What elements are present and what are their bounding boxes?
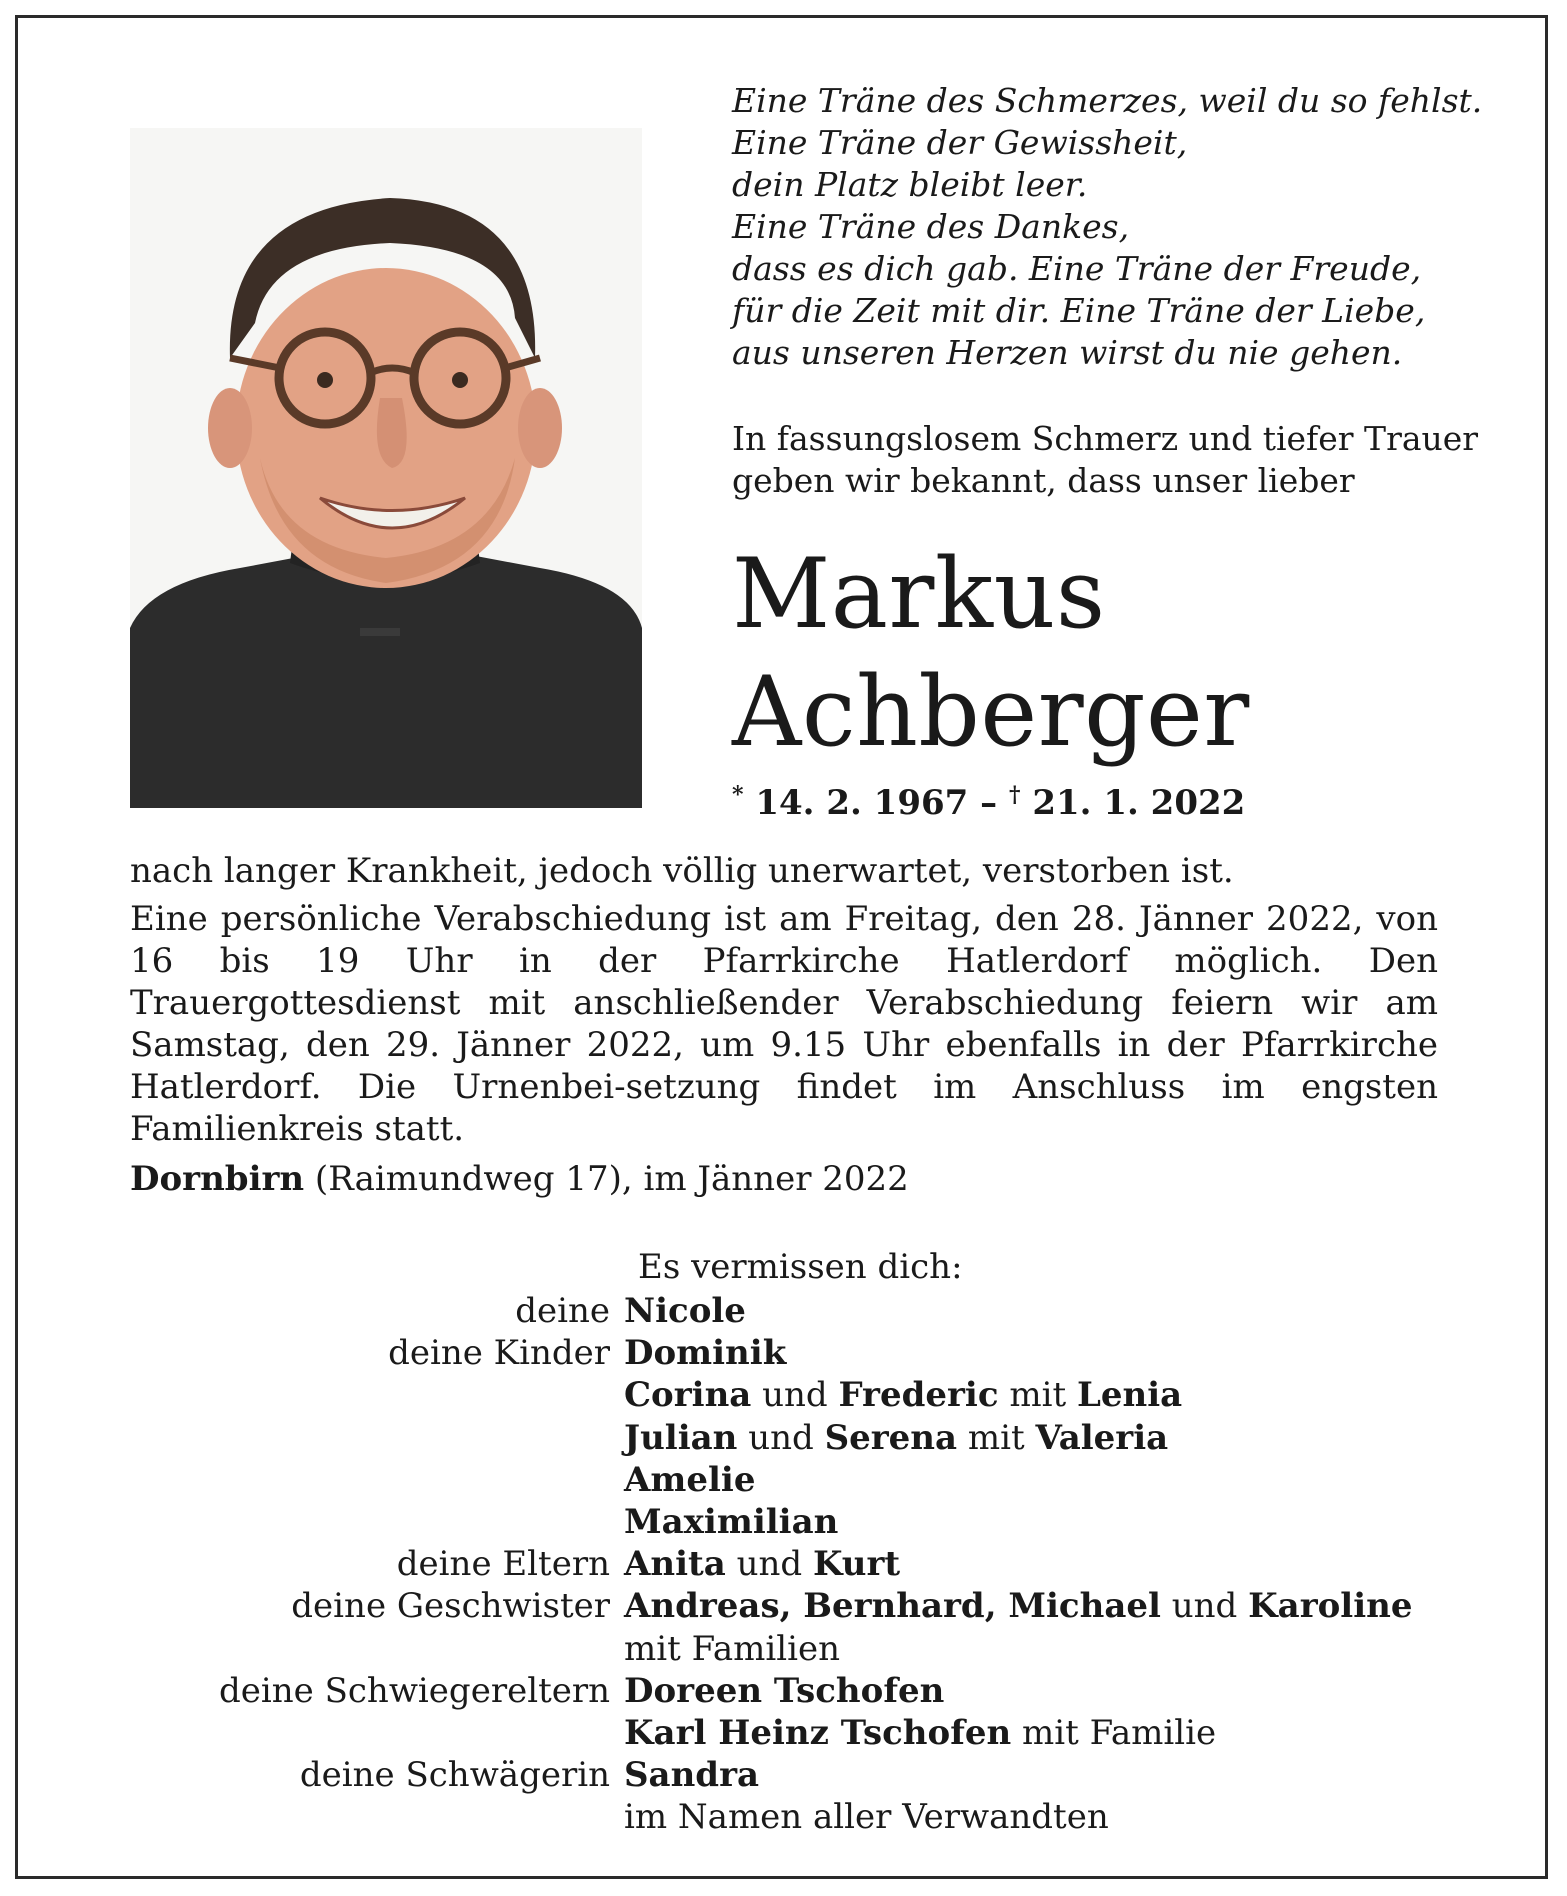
mourner-relation [0,1459,624,1501]
mourner-name: Karl Heinz Tschofen [624,1713,1012,1754]
mourner-connector: mit Familien [624,1628,841,1669]
mourner-row [0,1417,1567,1459]
mourner-name: Serena [824,1417,958,1458]
ceremony-details: Eine persönliche Verabschiedung ist am Freitag, den 28. Jänner 2022, von 16 bis 19 Uhr in der Pfarrkirche Hatlerdorf möglich. Den Trauergottesdienst mit anschließender Verabschiedung feiern wir am Samstag, den 29. Jänner 2022, um 9.15 Uhr ebenfalls in der Pfarrkirche Hatlerdorf. Die Urnenbei-setzung findet im Anschluss im engsten Familienkreis statt. [130,899,1438,1149]
birth-symbol: * [732,782,744,808]
mourner-row [0,1501,1567,1543]
poem-line: Eine Träne der Gewissheit, [732,123,1188,162]
mourner-row [0,1374,1567,1416]
mourner-row [0,1543,1567,1585]
poem-line: aus unseren Herzen wirst du nie gehen. [732,333,1403,372]
mourner-names [624,1417,1168,1459]
mourner-name: Dominik [624,1333,787,1374]
mourner-row [0,1670,1567,1712]
place-rest: (Raimundweg 17), im Jänner 2022 [304,1159,909,1199]
mourner-row [0,1754,1567,1796]
mourner-name: Corina [624,1375,752,1416]
mourner-relation: deine Geschwister [291,1586,610,1627]
mourner-relation [0,1501,624,1543]
mourner-names [624,1585,1412,1627]
mourner-row [0,1459,1567,1501]
intro-line: geben wir bekannt, dass unser lieber [732,461,1355,500]
mourner-relation: deine Schwägerin [299,1755,610,1796]
mourner-connector: mit Familie [1011,1713,1217,1754]
last-name: Achberger [732,656,1250,768]
place-city: Dornbirn [130,1159,305,1199]
mourner-row [0,1796,1567,1838]
mourner-relation: deine [515,1291,610,1331]
mourner-row [0,1332,1567,1374]
announcement-intro [732,418,1479,502]
mourner-name: Amelie [624,1459,756,1500]
mourner-name: Karoline [1248,1586,1413,1627]
portrait-photo [130,128,642,808]
mourner-row [0,1290,1567,1332]
poem-line: für die Zeit mit dir. Eine Träne der Liebe, [732,291,1426,330]
mourner-row [0,1712,1567,1754]
mourner-relation: deine Schwiegereltern [219,1670,610,1711]
mourner-relation [0,1796,624,1838]
mourner-name: Frederic [838,1375,999,1416]
mourner-connector: und [725,1544,813,1585]
mourner-names [624,1670,944,1712]
mourner-connector: mit [957,1417,1036,1458]
mourner-names [624,1543,900,1585]
mourner-names [624,1754,759,1796]
mourner-name: Sandra [624,1755,760,1796]
mourner-relation [0,1374,624,1416]
mourner-name: Andreas, Bernhard, Michael [624,1586,1161,1627]
mourner-connector: im Namen aller Verwandten [624,1797,1109,1838]
death-statement: nach langer Krankheit, jedoch völlig unerwartet, verstorben ist. [130,851,1234,891]
mourner-connector: und [737,1417,825,1458]
mourner-names [624,1501,838,1543]
mourner-names [624,1290,746,1332]
mourners-list [0,1290,1567,1839]
mourner-relation: deine Kinder [388,1333,610,1374]
death-date: 21. 1. 2022 [1032,783,1246,823]
poem-line: dass es dich gab. Eine Träne der Freude, [732,249,1422,288]
mourner-names [624,1459,755,1501]
mourner-relation [0,1628,624,1670]
main-text [130,850,1438,1150]
poem [732,80,1483,374]
death-symbol: † [1009,782,1021,808]
date-separator: – [968,783,1009,823]
mourner-name: Julian [624,1417,738,1458]
mourner-name: Doreen Tschofen [624,1670,945,1711]
poem-line: Eine Träne des Schmerzes, weil du so fehlst. [732,81,1483,120]
mourner-connector: mit [998,1375,1077,1416]
poem-line: dein Platz bleibt leer. [732,165,1088,204]
life-dates [732,773,1245,825]
mourner-connector: und [1160,1586,1249,1627]
poem-line: Eine Träne des Dankes, [732,207,1130,246]
mourner-name: Maximilian [624,1502,839,1543]
mourner-name: Kurt [812,1544,901,1585]
mourner-name: Valeria [1035,1417,1169,1458]
intro-line: In fassungslosem Schmerz und tiefer Trauer [732,419,1479,458]
mourner-names [624,1332,786,1374]
first-name: Markus [732,538,1106,650]
mourner-relation [0,1712,624,1754]
mourner-row [0,1628,1567,1670]
deceased-name [732,535,1250,771]
mourner-names [624,1374,1182,1416]
place-date [130,1158,909,1200]
mourner-relation: deine Eltern [396,1544,610,1585]
mourners-heading: Es vermissen dich: [638,1247,963,1287]
mourner-names [624,1796,1109,1838]
mourner-name: Nicole [624,1291,746,1331]
mourner-names [624,1712,1216,1754]
mourner-row [0,1585,1567,1627]
mourner-names [624,1628,840,1670]
birth-date: 14. 2. 1967 [755,783,969,823]
mourner-relation [0,1417,624,1459]
mourner-name: Anita [624,1544,726,1585]
mourner-name: Lenia [1076,1375,1183,1416]
mourner-connector: und [751,1375,839,1416]
